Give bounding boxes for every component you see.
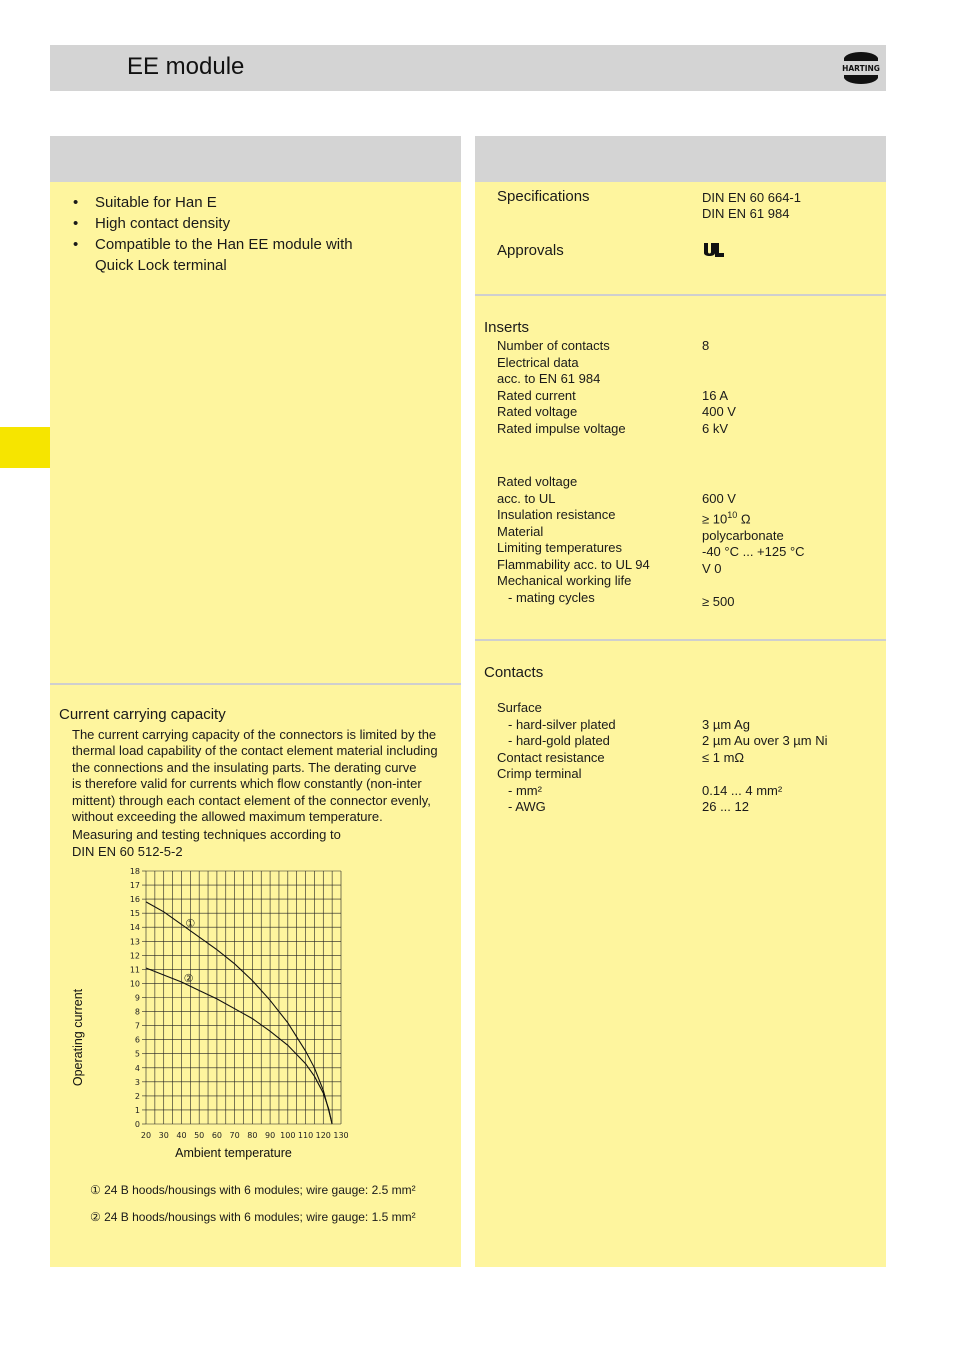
inserts-row-label: Mechanical working life — [497, 573, 632, 588]
x-tick-label: 30 — [158, 1131, 169, 1140]
insulation-resistance-value: ≥ $10^{10}$ Ω — [702, 510, 751, 527]
inserts-row-label: acc. to EN 61 984 — [497, 371, 601, 386]
y-axis-label: Operating current — [71, 988, 85, 1087]
inserts-row-label: Insulation resistance — [497, 507, 616, 522]
y-tick-label: 4 — [134, 1063, 140, 1073]
legend-item-2: ② 24 B hoods/housings with 6 modules; wire gauge: 1.5 mm² — [90, 1210, 416, 1224]
x-tick-label: 40 — [176, 1131, 187, 1140]
inserts-row-label: Electrical data — [497, 354, 579, 370]
series-line-1 — [146, 902, 332, 1124]
feature-item: • Suitable for Han E — [73, 194, 217, 211]
inserts-row-value: polycarbonate — [702, 527, 784, 543]
x-axis-label: Ambient temperature — [175, 1146, 292, 1160]
feature-item: • Compatible to the Han EE module with Quick Lock terminal — [73, 236, 353, 274]
y-tick-label: 12 — [129, 951, 140, 961]
contacts-row-value: 2 µm Au over 3 µm Ni — [702, 733, 828, 748]
contacts-row-value: 26 ... 12 — [702, 799, 749, 814]
y-tick-label: 2 — [134, 1091, 140, 1101]
inserts-labels — [497, 338, 697, 437]
inserts-row-value: 16 A — [702, 387, 729, 403]
inserts-row-label: Flammability acc. to UL 94 — [497, 556, 650, 572]
contacts-row-label: Crimp terminal — [497, 766, 582, 781]
left-column-header — [50, 136, 461, 182]
y-tick-label: 1 — [134, 1105, 140, 1115]
inserts-row-value — [702, 355, 882, 372]
x-tick-label: 50 — [194, 1131, 205, 1140]
x-tick-label: 90 — [264, 1131, 276, 1140]
x-tick-label: 80 — [247, 1131, 258, 1140]
bullet: • — [73, 215, 79, 232]
inserts-row-value: ≥ 500 — [702, 593, 735, 609]
harting-logo — [838, 47, 884, 89]
inserts-row-label: Rated voltage — [497, 474, 578, 489]
inserts-row-value: 6 kV — [702, 420, 729, 436]
y-tick-label: 3 — [134, 1077, 140, 1087]
inserts-row-value: 600 V — [702, 490, 736, 506]
inserts-row-label: acc. to UL — [497, 490, 556, 506]
contacts-row-label: - mm² — [508, 782, 542, 798]
y-tick-label: 11 — [129, 965, 140, 975]
bullet: • — [73, 194, 79, 211]
y-tick-label: 9 — [134, 993, 140, 1003]
y-tick-label: 10 — [129, 979, 140, 989]
inserts-row-label: Rated voltage — [497, 404, 578, 419]
derating-chart — [60, 862, 360, 1162]
x-tick-label: 120 — [315, 1131, 331, 1140]
inserts-row-value: -40 °C ... +125 °C — [702, 544, 805, 560]
legend-item-1: ① 24 B hoods/housings with 6 modules; wire gauge: 2.5 mm² — [90, 1183, 416, 1197]
y-tick-label: 6 — [134, 1035, 140, 1045]
feature-list — [73, 192, 453, 276]
y-tick-label: 14 — [129, 923, 140, 933]
y-tick-label: 15 — [129, 909, 140, 919]
x-tick-label: 20 — [140, 1131, 152, 1140]
inserts-row-label: Rated impulse voltage — [497, 420, 626, 436]
contacts-row-value: 3 µm Ag — [702, 716, 750, 732]
side-tab-marker — [0, 427, 50, 468]
contacts-row-label: Contact resistance — [497, 749, 605, 765]
specifications-value-2: DIN EN 61 984 — [702, 206, 790, 221]
y-tick-label: 18 — [129, 867, 140, 876]
inserts-row-value — [702, 474, 882, 491]
inserts-title: Inserts — [484, 319, 530, 336]
contacts-row-label: - AWG — [508, 799, 546, 814]
x-tick-label: 110 — [297, 1131, 314, 1140]
inserts-row-value: 400 V — [702, 404, 736, 419]
ul-mark-icon — [702, 242, 726, 263]
inserts-row-value: 8 — [702, 338, 710, 353]
y-tick-label: 13 — [129, 937, 140, 947]
inserts-row-label: Number of contacts — [497, 338, 610, 353]
contacts-row-value — [702, 700, 882, 717]
right-column-header — [475, 136, 886, 182]
specifications-label: Specifications — [497, 188, 590, 205]
inserts-values — [702, 338, 882, 437]
y-tick-label: 8 — [134, 1007, 140, 1017]
y-tick-label: 7 — [134, 1021, 140, 1031]
contacts-row-value — [702, 766, 882, 783]
contacts-labels — [497, 700, 697, 816]
feature-item: • High contact density — [73, 215, 231, 232]
series-marker-2: ② — [183, 971, 194, 985]
specifications-value-1: DIN EN 60 664-1 — [702, 190, 801, 205]
inserts-row-value: V 0 — [702, 560, 722, 576]
bullet: • — [73, 236, 79, 253]
inserts-row-value — [702, 371, 882, 388]
contacts-row-value: ≤ 1 mΩ — [702, 749, 745, 765]
x-tick-label: 60 — [211, 1131, 223, 1140]
logo-text: HARTING — [842, 64, 880, 73]
contacts-row-value: 0.14 ... 4 mm² — [702, 782, 783, 798]
x-tick-label: 130 — [333, 1131, 349, 1140]
contacts-row-label: - hard-gold plated — [508, 733, 610, 748]
y-tick-label: 5 — [134, 1049, 140, 1059]
inserts-row-label: Material — [497, 523, 544, 539]
current-capacity-title: Current carrying capacity — [59, 706, 226, 723]
inserts-row-label: Limiting temperatures — [497, 540, 622, 555]
x-tick-label: 100 — [280, 1131, 296, 1140]
page-title: EE module — [127, 53, 245, 80]
inserts-labels-2 — [497, 474, 697, 606]
series-line-2 — [146, 968, 332, 1124]
y-tick-label: 0 — [134, 1120, 140, 1129]
inserts-values-2 — [702, 474, 882, 610]
contacts-values — [702, 700, 882, 816]
inserts-row-value — [702, 577, 882, 594]
contacts-row-label: - hard-silver plated — [508, 716, 616, 732]
current-capacity-text: The current carrying capacity of the connectors is limited by the thermal load capability of the contact element material including the connections and the insulating parts. The derating curve is therefore valid for currents which flow constantly (non-inter mittent) through each contact element of the connector evenly, without exceeding the allowed maximum temperature. Measuring and testing techniques according to DIN EN 60 512-5-2 — [72, 727, 438, 859]
inserts-row-label: Rated current — [497, 387, 576, 403]
y-tick-label: 16 — [129, 895, 140, 905]
approvals-label: Approvals — [497, 242, 564, 259]
contacts-row-label: Surface — [497, 700, 542, 715]
y-tick-label: 17 — [129, 881, 140, 891]
x-tick-label: 70 — [229, 1131, 240, 1140]
inserts-row-label: - mating cycles — [508, 589, 595, 605]
contacts-title: Contacts — [484, 664, 544, 681]
series-marker-1: ① — [185, 917, 196, 931]
